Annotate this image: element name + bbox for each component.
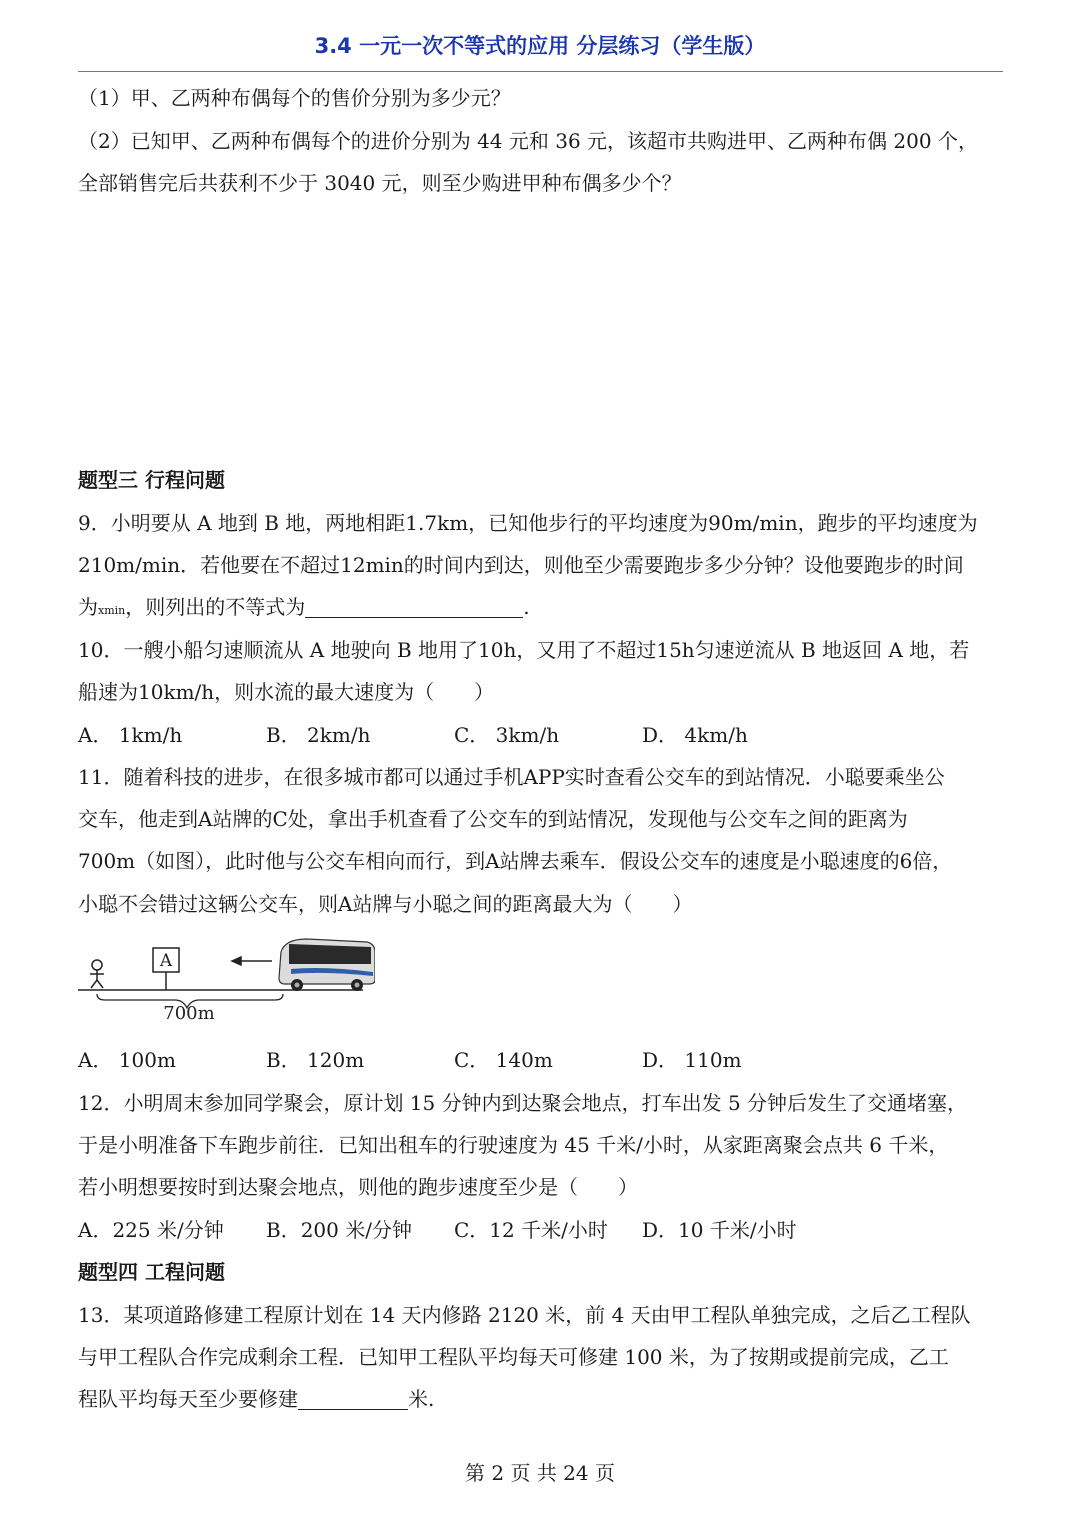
bus-icon: [279, 939, 375, 991]
header-rule: [78, 71, 1003, 72]
question-11-line-1: 11．随着科技的进步，在很多城市都可以通过手机APP实时查看公交车的到站情况．小聪要乘坐公: [78, 765, 945, 789]
section-heading-work: 题型四 工程问题: [78, 1260, 225, 1284]
q10-option-a[interactable]: A． 1km/h: [78, 723, 183, 747]
question-13-line-1: 13．某项道路修建工程原计划在 14 天内修路 2120 米，前 4 天由甲工程队单独完成，之后乙工程队: [78, 1303, 971, 1327]
section-heading-travel: 题型三 行程问题: [78, 468, 225, 492]
q12-option-b[interactable]: B．200 米/分钟: [266, 1218, 412, 1242]
question-13-line-2: 与甲工程队合作完成剩余工程．已知甲工程队平均每天可修建 100 米，为了按期或提前完成，乙工: [78, 1345, 949, 1369]
question-8-part-2-line-2: 全部销售完后共获利不少于 3040 元，则至少购进甲种布偶多少个？: [78, 171, 682, 195]
question-12-line-2: 于是小明准备下车跑步前往．已知出租车的行驶速度为 45 千米/小时，从家距离聚会点共 6 千米，: [78, 1133, 949, 1157]
question-11-line-4: 小聪不会错过这辆公交车，则A站牌与小聪之间的距离最大为（ ）: [78, 892, 693, 916]
left-arrow-icon: [232, 957, 272, 965]
q11-option-b[interactable]: B． 120m: [266, 1048, 365, 1072]
q9-text: ，则列出的不等式为: [125, 595, 306, 619]
q13-text: 程队平均每天至少要修建: [78, 1387, 298, 1411]
question-10-line-2: 船速为10km/h，则水流的最大速度为（ ）: [78, 680, 495, 704]
q11-figure: [75, 930, 375, 1034]
question-12-line-1: 12．小明周末参加同学聚会，原计划 15 分钟内到达聚会地点，打车出发 5 分钟后发生了交通堵塞，: [78, 1091, 968, 1115]
question-8-part-2-line-1: （2）已知甲、乙两种布偶每个的进价分别为 44 元和 36 元，该超市共购进甲、乙两种布偶 200 个，: [78, 129, 978, 153]
question-9-line-2: 210m/min．若他要在不超过12min的时间内到达，则他至少需要跑步多少分钟？设他要跑步的时间: [78, 553, 964, 577]
q13-answer-blank[interactable]: [298, 1387, 408, 1410]
q10-option-c[interactable]: C． 3km/h: [454, 723, 560, 747]
question-10-line-1: 10．一艘小船匀速顺流从 A 地驶向 B 地用了10h，又用了不超过15h匀速逆流从 B 地返回 A 地，若: [78, 638, 970, 662]
question-8-part-1: （1）甲、乙两种布偶每个的售价分别为多少元？: [78, 86, 511, 110]
person-icon: [90, 960, 104, 988]
question-11-line-3: 700m（如图），此时他与公交车相向而行，到A站牌去乘车．假设公交车的速度是小聪速度的6倍，: [78, 849, 953, 873]
q11-option-a[interactable]: A． 100m: [78, 1048, 176, 1072]
q12-option-d[interactable]: D．10 千米/小时: [642, 1218, 797, 1242]
question-13-line-3: [78, 1384, 1008, 1414]
q10-option-d[interactable]: D． 4km/h: [642, 723, 748, 747]
distance-label: 700m: [163, 1003, 215, 1024]
sign-label: A: [159, 951, 173, 971]
q12-option-a[interactable]: A．225 米/分钟: [78, 1218, 224, 1242]
bus-stop-diagram: [75, 930, 375, 1030]
q13-unit: 米.: [408, 1387, 435, 1411]
q11-option-d[interactable]: D． 110m: [642, 1048, 742, 1072]
q9-answer-blank[interactable]: [305, 595, 523, 618]
page-header-title: 3.4 一元一次不等式的应用 分层练习（学生版）: [314, 34, 766, 58]
q9-period: .: [523, 595, 530, 619]
q11-option-c[interactable]: C． 140m: [454, 1048, 553, 1072]
page-footer: 第 2 页 共 24 页: [465, 1461, 615, 1485]
question-12-line-3: 若小明想要按时到达聚会地点，则他的跑步速度至少是（ ）: [78, 1175, 638, 1199]
question-9-line-1: 9．小明要从 A 地到 B 地，两地相距1.7km，已知他步行的平均速度为90m/min，跑步的平均速度为: [78, 511, 978, 535]
q10-option-b[interactable]: B． 2km/h: [266, 723, 371, 747]
question-9-line-3: [78, 592, 1008, 626]
question-11-line-2: 交车，他走到A站牌的C处，拿出手机查看了公交车的到站情况，发现他与公交车之间的距离为: [78, 807, 908, 831]
q9-variable-small: xmin: [98, 604, 126, 617]
q9-prefix: 为: [78, 595, 98, 619]
q12-option-c[interactable]: C．12 千米/小时: [454, 1218, 608, 1242]
